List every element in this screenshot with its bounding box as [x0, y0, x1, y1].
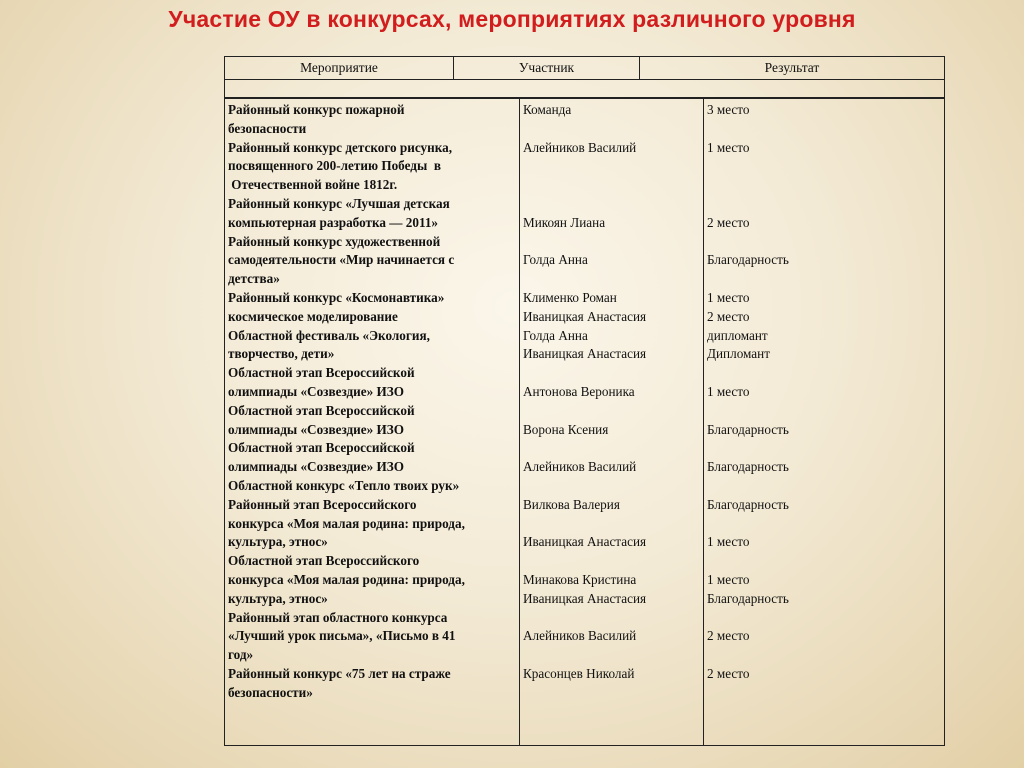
result-line: [707, 176, 937, 195]
event-line: Областной фестиваль «Экология,: [228, 327, 430, 343]
participant-line: Иваницкая Анастасия: [523, 308, 647, 324]
participant-line: [523, 477, 703, 496]
participant-line: [523, 646, 703, 665]
participant-line: [523, 120, 703, 139]
event-line: Районный конкурс «75 лет на страже: [228, 665, 451, 681]
participant-line: Иваницкая Анастасия: [523, 534, 647, 550]
participant-line: Алейников Василий: [523, 139, 637, 155]
event-line: Районный этап Всероссийского: [228, 496, 417, 512]
participant-line: [523, 609, 703, 628]
result-line: Дипломант: [707, 346, 770, 362]
results-column: [707, 101, 937, 703]
event-line: Районный конкурс «Лучшая детская: [228, 195, 450, 211]
result-line: [707, 515, 937, 534]
event-line: конкурса «Моя малая родина: природа,: [228, 515, 465, 531]
event-line: конкурса «Моя малая родина: природа,: [228, 571, 465, 587]
event-line: Районный конкурс «Космонавтика»: [228, 289, 445, 305]
result-line: [707, 157, 937, 176]
result-line: 2 место: [707, 308, 750, 324]
result-line: [707, 684, 937, 703]
event-line: детства»: [228, 271, 280, 287]
participant-line: [523, 515, 703, 534]
event-line: Районный этап областного конкурса: [228, 609, 448, 625]
participant-line: Красонцев Николай: [523, 665, 635, 681]
event-line: Отечественной войне 1812г.: [228, 177, 398, 193]
participant-line: [523, 157, 703, 176]
result-line: [707, 646, 937, 665]
result-line: 2 место: [707, 214, 750, 230]
participant-line: [523, 439, 703, 458]
participant-line: Иваницкая Анастасия: [523, 590, 647, 606]
event-line: олимпиады «Созвездие» ИЗО: [228, 421, 404, 437]
participant-line: Антонова Вероника: [523, 383, 635, 399]
event-line: безопасности»: [228, 684, 313, 700]
table-body: [224, 98, 945, 746]
participant-line: [523, 402, 703, 421]
result-line: [707, 439, 937, 458]
result-line: [707, 364, 937, 383]
participant-line: [523, 270, 703, 289]
participant-line: [523, 364, 703, 383]
event-line: олимпиады «Созвездие» ИЗО: [228, 383, 404, 399]
participant-line: [523, 684, 703, 703]
result-line: [707, 233, 937, 252]
participants-column: [523, 101, 703, 703]
result-line: 1 место: [707, 139, 750, 155]
event-line: творчество, дети»: [228, 346, 335, 362]
result-line: 1 место: [707, 534, 750, 550]
participant-line: Иваницкая Анастасия: [523, 346, 647, 362]
participant-line: Алейников Василий: [523, 628, 637, 644]
result-line: дипломант: [707, 327, 768, 343]
column-divider: [519, 99, 520, 745]
participant-line: [523, 195, 703, 214]
event-line: Областной этап Всероссийской: [228, 440, 415, 456]
event-line: «Лучший урок письма», «Письмо в 41: [228, 628, 456, 644]
result-line: [707, 120, 937, 139]
event-line: компьютерная разработка — 2011»: [228, 214, 439, 230]
events-column: [228, 101, 518, 703]
result-line: Благодарность: [707, 459, 789, 475]
event-line: Районный конкурс художественной: [228, 233, 441, 249]
event-line: космическое моделирование: [228, 308, 398, 324]
participant-line: Голда Анна: [523, 252, 588, 268]
result-line: Благодарность: [707, 421, 789, 437]
result-line: [707, 552, 937, 571]
result-line: [707, 195, 937, 214]
event-line: самодеятельности «Мир начинается с: [228, 252, 455, 268]
event-line: Областной этап Всероссийской: [228, 402, 415, 418]
participant-line: [523, 233, 703, 252]
result-line: Благодарность: [707, 496, 789, 512]
result-line: Благодарность: [707, 590, 789, 606]
event-line: безопасности: [228, 120, 307, 136]
result-line: 1 место: [707, 571, 750, 587]
participant-line: Команда: [523, 102, 572, 117]
participant-line: Вилкова Валерия: [523, 496, 620, 512]
page-title: Участие ОУ в конкурсах, мероприятиях различного уровня: [168, 6, 856, 32]
table-header: [224, 56, 945, 98]
participant-line: Минакова Кристина: [523, 571, 637, 587]
result-line: 1 место: [707, 289, 750, 305]
header-participant: Участник: [453, 57, 639, 79]
result-line: Благодарность: [707, 252, 789, 268]
event-line: посвященного 200-летию Победы в: [228, 158, 441, 174]
column-divider: [703, 99, 704, 745]
result-line: [707, 477, 937, 496]
event-line: культура, этнос»: [228, 534, 328, 550]
event-line: Областной этап Всероссийской: [228, 365, 415, 381]
event-line: олимпиады «Созвездие» ИЗО: [228, 459, 404, 475]
result-line: 2 место: [707, 628, 750, 644]
event-line: год»: [228, 647, 254, 663]
participant-line: Ворона Ксения: [523, 421, 609, 437]
result-line: [707, 609, 937, 628]
event-line: Районный конкурс детского рисунка,: [228, 139, 453, 155]
participant-line: Микоян Лиана: [523, 214, 606, 230]
header-event: Мероприятие: [300, 60, 378, 75]
result-line: [707, 270, 937, 289]
participant-line: Клименко Роман: [523, 289, 617, 305]
result-line: 3 место: [707, 102, 750, 117]
result-line: 2 место: [707, 665, 750, 681]
event-line: Областной конкурс «Тепло твоих рук»: [228, 477, 460, 493]
participant-line: Алейников Василий: [523, 459, 637, 475]
event-line: Районный конкурс пожарной: [228, 102, 405, 117]
event-line: культура, этнос»: [228, 590, 328, 606]
participant-line: [523, 176, 703, 195]
event-line: Областной этап Всероссийского: [228, 553, 420, 569]
header-result: Результат: [639, 57, 944, 79]
header-row: [225, 57, 944, 80]
participant-line: [523, 552, 703, 571]
result-line: [707, 402, 937, 421]
result-line: 1 место: [707, 383, 750, 399]
participant-line: Голда Анна: [523, 327, 588, 343]
